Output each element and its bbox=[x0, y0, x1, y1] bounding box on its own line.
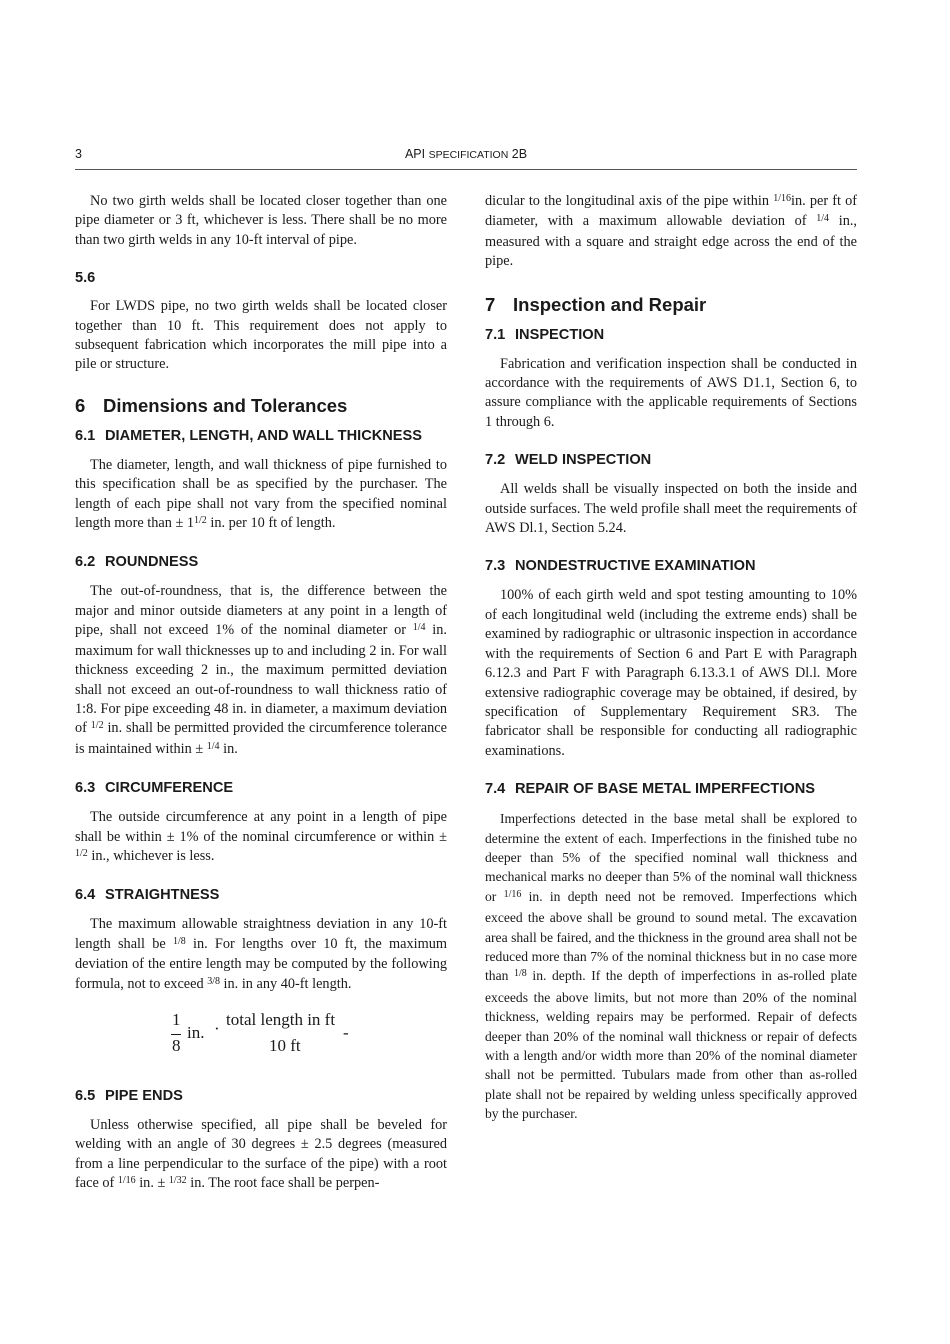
heading-6-1: 6.1 DIAMETER, LENGTH, AND WALL THICKNESS bbox=[75, 427, 423, 444]
heading-6-4: 6.4 STRAIGHTNESS bbox=[75, 887, 220, 904]
heading-6-3: 6.3 CIRCUMFERENCE bbox=[75, 780, 234, 797]
running-title-smallcaps: SPECIFICATION bbox=[428, 149, 509, 161]
paragraph-6-2: The out-of-roundness, that is, the difference between the major and minor outside diameters at any point in a length of pipe, shall not exceed 1% of the nominal diameter or $^{1/4}$ in. maximum for wall thicknesses up to and including 2 in. For wall thickness exceeding 2 in., the maximum permitted deviation shall not exceed an out-of-roundness to wall thickness ratio of 1:8. For pipe exceeding 48 in. in diameter, a maximum deviation of $^{1/2}$ in. shall be permitted provided the circumference tolerance is maintained within ± $^{1/4}$ in. bbox=[75, 583, 447, 757]
formula-denominator: 8 bbox=[172, 1035, 181, 1055]
heading-section-7: 7 Inspection and Repair bbox=[485, 293, 707, 315]
paragraph-5-6: For LWDS pipe, no two girth welds shall be located closer together than 10 ft. This requirement does not apply to subsequent fabrication which incorporates the mill pipe into a pile or structure. bbox=[75, 298, 447, 373]
running-title: API SPECIFICATION 2B bbox=[404, 147, 528, 161]
paragraph-7-3: 100% of each girth weld and spot testing amounting to 10% of each longitudinal weld (including the extreme ends) shall be examined by radiographic or ultrasonic inspection in accordance with the requirements of Section 6 and Part E with Paragraph 6.12.3 and Part F with Paragraph 6.13.3.1 of AWS Dl.l. More extensive radiographic coverage may be obtained, if desired, by specification of Supplementary Requirement SR3. The fabricator shall be responsible for conducting all radiographic examinations. bbox=[485, 587, 857, 759]
paragraph-6-5-continued: dicular to the longitudinal axis of the pipe within $^{1/16}$in. per ft of diameter, with a maximum allowable deviation of $^{1/4}$ in., measured with a square and straight edge across the end of the pipe. bbox=[485, 193, 858, 270]
heading-5-6: 5.6 bbox=[75, 270, 96, 287]
heading-7-3: 7.3 NONDESTRUCTIVE EXAMINATION bbox=[485, 558, 756, 575]
paragraph-6-5: Unless otherwise specified, all pipe shall be beveled for welding with an angle of 30 degrees ± 2.5 degrees (measured from a line perpendicular to the surface of the pipe) with a root face of $^{1/16}$ in. ± $^{1/32}$ in. The root face shall be perpen- bbox=[75, 1116, 447, 1192]
running-header bbox=[75, 147, 857, 170]
heading-section-6: 6 Dimensions and Tolerances bbox=[75, 394, 348, 416]
paragraph-intro: No two girth welds shall be located closer together than one pipe diameter or 3 ft, whichever is less. There shall be no more than two girth welds in any 10-ft interval of pipe. bbox=[75, 193, 447, 248]
formula-numerator: 1 bbox=[172, 1009, 181, 1029]
paragraph-7-1: Fabrication and verification inspection shall be conducted in accordance with the requirements of AWS D1.1, Section 6, to assure compliance with the applicable requirements of Sections 1 through 6. bbox=[485, 355, 857, 430]
heading-6-2: 6.2 ROUNDNESS bbox=[75, 554, 199, 571]
formula-bottom-text: 10 ft bbox=[269, 1035, 301, 1055]
formula-unit: in. bbox=[187, 1022, 205, 1042]
right-column bbox=[485, 192, 857, 1124]
formula-top-text: total length in ft bbox=[226, 1009, 336, 1029]
heading-7-2: 7.2 WELD INSPECTION bbox=[485, 452, 652, 469]
paragraph-6-3: The outside circumference at any point in a length of pipe shall be within ± 1% of the nominal circumference or within ± $^{1/2}$ in., whichever is less. bbox=[75, 809, 447, 864]
heading-7-1: 7.1 INSPECTION bbox=[485, 326, 605, 343]
straightness-formula bbox=[75, 1010, 447, 1062]
paragraph-7-4: Imperfections detected in the base metal shall be explored to determine the extent of each. Imperfections in the finished tube no deeper than 5% of the specified nominal wall thickness and mechanical marks no deeper than 5% of the nominal wall thickness or $^{1/16}$ in. in depth need not be removed. Imperfections which exceed the above shall be ground to sound metal. The excavation area shall be faired, and the thickness in the ground area shall not be reduced more than 7% of the nominal thickness but in no case more than $^{1/8}$ in. depth. If the depth of imperfections in as-rolled plate exceeds the above limits, but not more than 20% of the nominal thickness, welding repairs may be performed. Repair of defects deeper than 20% of the nominal wall thickness or repair of defects with a length and/or width more than 20% of the nominal diameter shall not be permitted. Tubulars made from other than as-rolled plate shall not be repaired by welding unless specifically approved by the purchaser. bbox=[485, 811, 858, 1122]
formula-dot: · bbox=[214, 1018, 220, 1038]
paragraph-6-4: The maximum allowable straightness deviation in any 10-ft length shall be $^{1/8}$ in. For lengths over 10 ft, the maximum deviation of the entire length may be computed by the following formula, not to exceed $^{3/8}$ in. in any 40-ft length. bbox=[75, 916, 447, 992]
formula-fraction-bar bbox=[171, 1034, 181, 1035]
formula-dash: - bbox=[343, 1022, 349, 1042]
paragraph-7-2: All welds shall be visually inspected on both the inside and outside surfaces. The weld profile shall meet the requirements of AWS Dl.1, Section 5.24. bbox=[485, 481, 857, 537]
heading-7-4: 7.4 REPAIR OF BASE METAL IMPERFECTIONS bbox=[485, 781, 815, 798]
page-number: 3 bbox=[75, 147, 82, 161]
paragraph-6-1: The diameter, length, and wall thickness of pipe furnished to this specification shall be as specified by the purchaser. The length of each pipe shall not vary from the specified nominal length more than ± $1^{1/2}$ in. per 10 ft of length. bbox=[75, 456, 447, 532]
left-column bbox=[75, 192, 447, 1195]
heading-6-5: 6.5 PIPE ENDS bbox=[75, 1087, 183, 1104]
